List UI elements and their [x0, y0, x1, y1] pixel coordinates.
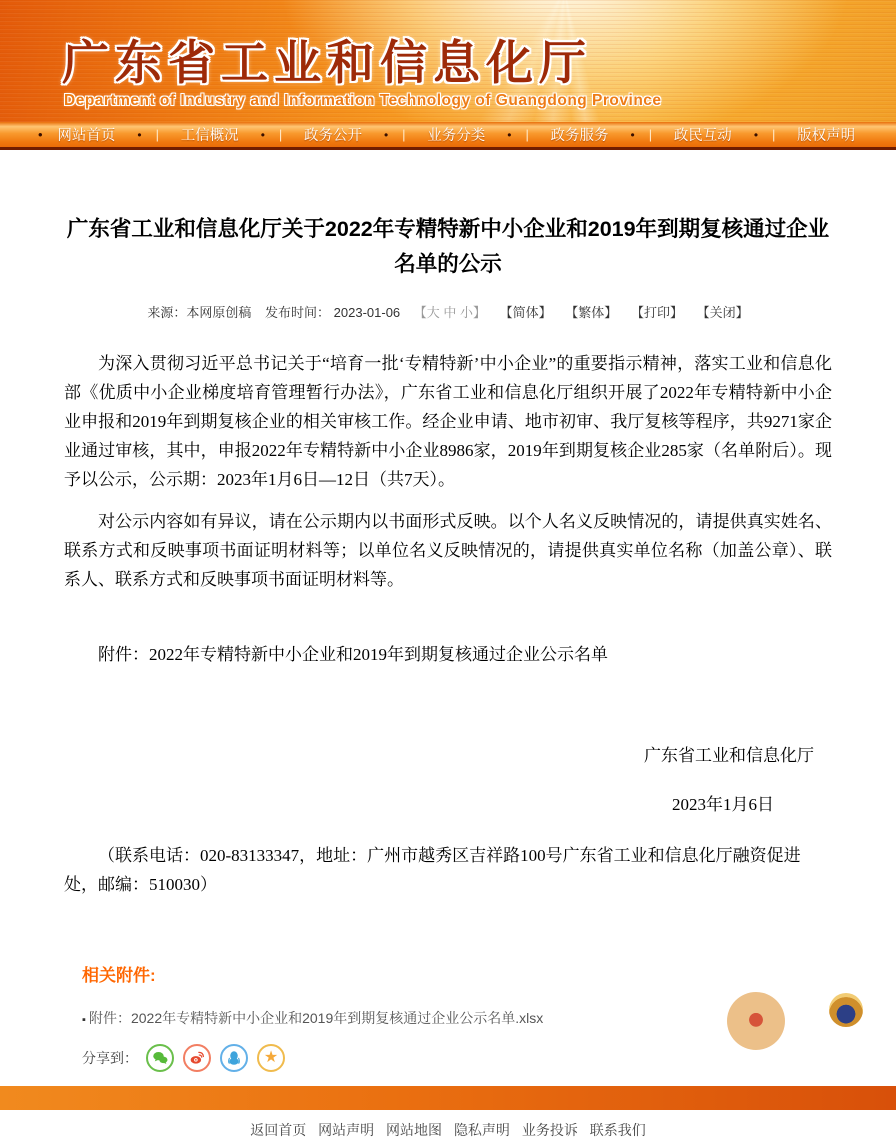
close-button[interactable]: 【关闭】	[696, 305, 749, 320]
nav-separator-pipe: |	[278, 127, 283, 142]
related-attachments-heading: 相关附件:	[82, 966, 156, 985]
nav-separator-pipe: |	[525, 127, 529, 142]
nav-link-gov-disclosure[interactable]: 政务公开	[303, 128, 362, 144]
site-title: 广东省工业和信息化厅	[62, 36, 592, 89]
attachment-download-link[interactable]: 附件：2022年专精特新中小企业和2019年到期复核通过企业公示名单.xlsx	[88, 1010, 544, 1026]
nav-separator-dot: •	[383, 127, 389, 142]
nav-item-home	[57, 124, 159, 145]
share-qzone-icon[interactable]	[257, 1044, 285, 1072]
article-source: 来源：本网原创稿	[147, 305, 252, 320]
nav-item-gov-services	[551, 124, 653, 145]
nav-separator-dot: •	[753, 127, 759, 142]
nav-separator-dot: •	[137, 127, 142, 142]
footer-link-home[interactable]: 返回首页	[250, 1122, 307, 1138]
nav-item-business-category	[427, 124, 529, 145]
attachment-list-item	[82, 1008, 814, 1028]
footer-divider-bar	[0, 1086, 896, 1110]
footer-links	[0, 1120, 896, 1140]
site-banner	[0, 0, 896, 122]
nav-item-copyright	[797, 124, 855, 145]
article-date: 2023年1月6日	[672, 795, 774, 814]
share-wechat-icon[interactable]	[146, 1044, 174, 1072]
footer-link-contact[interactable]: 联系我们	[589, 1122, 646, 1138]
site-subtitle-english: Department of Industry and Information Technology of Guangdong Province	[64, 92, 662, 109]
nav-lead-dot: •	[38, 127, 43, 142]
footer-link-privacy[interactable]: 隐私声明	[453, 1122, 510, 1138]
print-button[interactable]: 【打印】	[630, 305, 683, 320]
simplified-chinese-button[interactable]: 【简体】	[499, 305, 552, 320]
article-content	[0, 212, 896, 1072]
nav-separator-dot: •	[507, 127, 512, 142]
nav-separator-pipe: |	[155, 127, 159, 142]
attachment-reference-line[interactable]: 附件：2022年专精特新中小企业和2019年到期复核通过企业公示名单	[98, 645, 608, 664]
footer-link-sitemap[interactable]: 网站地图	[386, 1122, 443, 1138]
nav-separator-pipe: |	[772, 127, 776, 142]
police-registration-badge	[829, 993, 863, 1027]
nav-list	[47, 124, 866, 145]
traditional-chinese-button[interactable]: 【繁体】	[565, 305, 618, 320]
article-paragraph: 对公示内容如有异议，请在公示期内以书面形式反映。以个人名义反映情况的，请提供真实姓名、联系方式和反映事项书面证明材料等；以单位名义反映情况的，请提供真实单位名称（加盖公章）、联系人、联系方式和反映事项书面证明材料等。	[64, 512, 832, 589]
nav-item-overview	[181, 124, 283, 145]
article-signature: 广东省工业和信息化厅	[644, 746, 814, 765]
wechat-icon	[151, 1049, 169, 1067]
footer-link-site-statement[interactable]: 网站声明	[318, 1122, 375, 1138]
article-meta	[64, 302, 832, 321]
nav-link-interaction[interactable]: 政民互动	[673, 128, 732, 144]
article-title: 广东省工业和信息化厅关于2022年专精特新中小企业和2019年到期复核通过企业名单的公示	[66, 217, 830, 276]
main-nav	[0, 122, 896, 150]
qzone-star-icon: ★	[263, 1049, 279, 1066]
article-paragraph: 为深入贯彻习近平总书记关于“培育一批‘专精特新’中小企业”的重要指示精神，落实工业和信息化部《优质中小企业梯度培育管理暂行办法》，广东省工业和信息化厅组织开展了2022年专精特新中小企业申报和2019年到期复核企业的相关审核工作。经企业申请、地市初审、我厅复核等程序，共9271家企业通过审核，其中，申报2022年专精特新中小企业8986家，2019年到期复核企业285家（名单附后）。现予以公示，公示期：2023年1月6日—12日（共7天）。	[64, 354, 832, 489]
footer-link-complaints[interactable]: 业务投诉	[521, 1122, 578, 1138]
weibo-icon	[188, 1049, 206, 1067]
nav-item-interaction	[674, 124, 776, 145]
share-row	[82, 1044, 814, 1072]
nav-link-copyright[interactable]: 版权声明	[797, 128, 856, 144]
share-weibo-icon[interactable]	[183, 1044, 211, 1072]
nav-link-business-category[interactable]: 业务分类	[427, 128, 486, 144]
font-size-control[interactable]: 【大 中 小】	[413, 305, 487, 320]
nav-link-overview[interactable]: 工信概况	[180, 128, 239, 144]
article-body	[64, 349, 832, 594]
nav-item-gov-disclosure	[304, 124, 406, 145]
nav-separator-pipe: |	[402, 127, 406, 142]
article-publish-time: 发布时间： 2023-01-06	[265, 305, 401, 320]
qq-icon	[225, 1049, 243, 1067]
nav-separator-pipe: |	[648, 127, 653, 142]
nav-link-gov-services[interactable]: 政务服务	[550, 128, 609, 144]
nav-link-home[interactable]: 网站首页	[57, 128, 116, 144]
article-contact-info: （联系电话：020-83133347，地址：广州市越秀区吉祥路100号广东省工业和信息化厅融资促进处，邮编：510030）	[64, 846, 801, 894]
share-qq-icon[interactable]	[220, 1044, 248, 1072]
nav-separator-dot: •	[260, 127, 265, 142]
share-label: 分享到：	[82, 1050, 138, 1066]
related-attachments-section	[64, 961, 832, 1072]
nav-separator-dot: •	[630, 127, 635, 142]
